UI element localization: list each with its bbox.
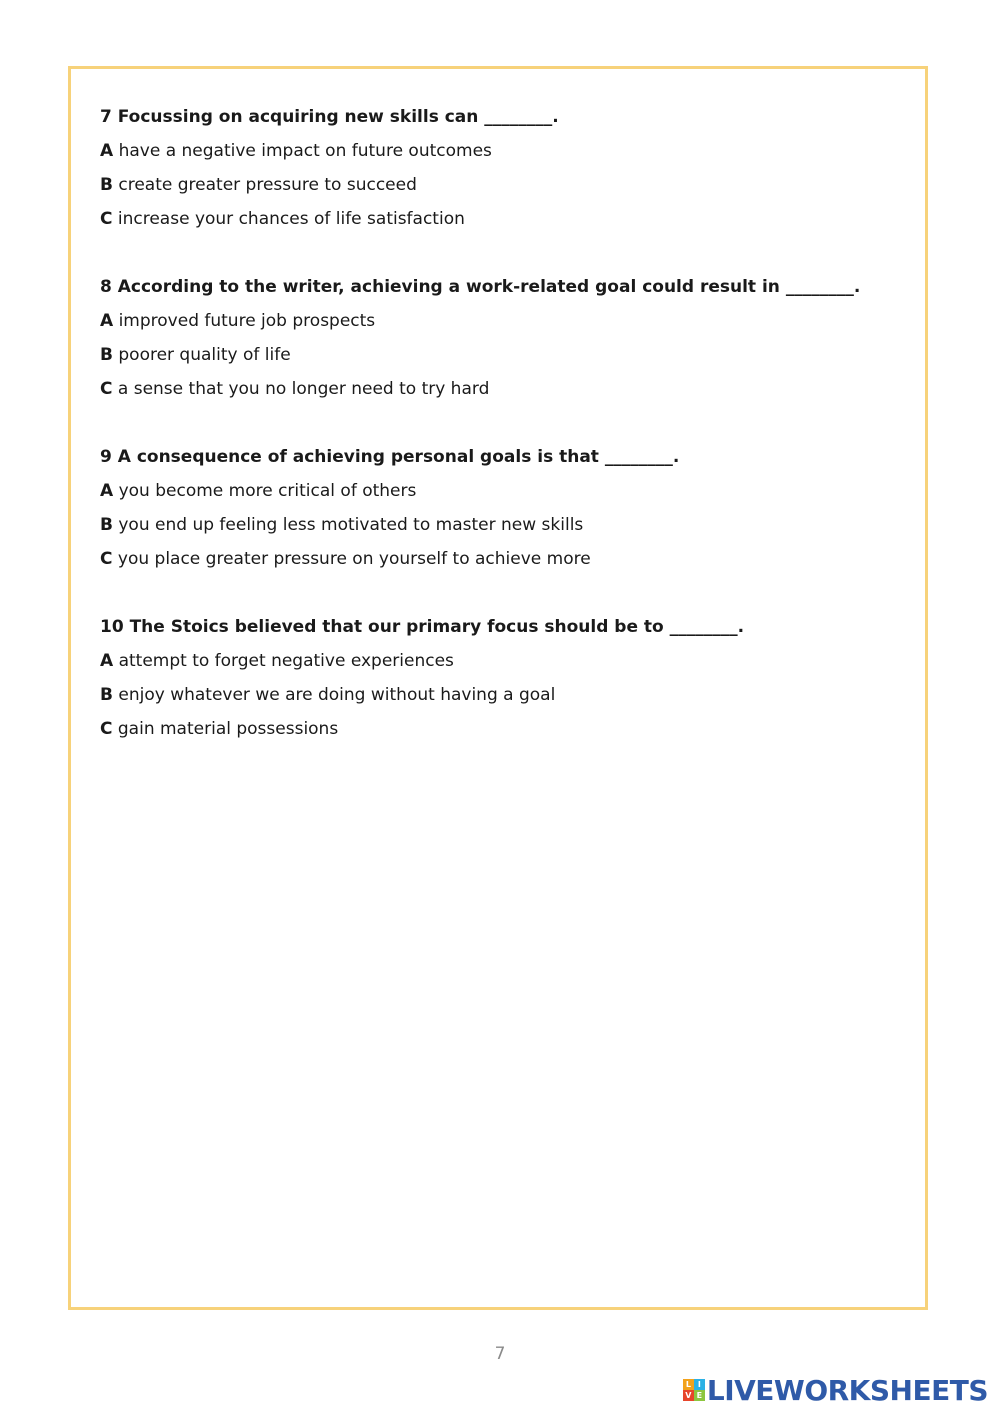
option-text: attempt to forget negative experiences bbox=[118, 651, 454, 671]
option-text: increase your chances of life satisfaction bbox=[117, 209, 465, 229]
option-c[interactable] bbox=[100, 542, 900, 576]
question-text: 8 According to the writer, achieving a work-related goal could result in ________. bbox=[100, 277, 861, 297]
option-text: gain material possessions bbox=[117, 719, 339, 739]
logo-letter: V bbox=[683, 1390, 694, 1401]
option-letter: A bbox=[100, 481, 114, 501]
option-b[interactable] bbox=[100, 508, 900, 542]
liveworksheets-brand[interactable] bbox=[683, 1373, 988, 1407]
option-letter: B bbox=[100, 175, 113, 195]
option-letter: B bbox=[100, 685, 113, 705]
option-text: have a negative impact on future outcomes bbox=[118, 141, 492, 161]
option-text: poorer quality of life bbox=[118, 345, 291, 365]
question-10 bbox=[100, 610, 900, 746]
option-a[interactable] bbox=[100, 134, 900, 168]
option-a[interactable] bbox=[100, 474, 900, 508]
brand-name: LIVEWORKSHEETS bbox=[706, 1373, 988, 1407]
question-list bbox=[100, 100, 900, 780]
liveworksheets-logo-icon bbox=[683, 1379, 705, 1401]
option-letter: B bbox=[100, 515, 113, 535]
option-letter: A bbox=[100, 141, 114, 161]
option-b[interactable] bbox=[100, 338, 900, 372]
option-a[interactable] bbox=[100, 644, 900, 678]
option-c[interactable] bbox=[100, 712, 900, 746]
logo-letter: L bbox=[683, 1379, 694, 1390]
question-7 bbox=[100, 100, 900, 236]
option-letter: B bbox=[100, 345, 113, 365]
option-letter: C bbox=[100, 379, 113, 399]
question-8 bbox=[100, 270, 900, 406]
question-text: 10 The Stoics believed that our primary focus should be to ________. bbox=[100, 617, 745, 637]
option-c[interactable] bbox=[100, 372, 900, 406]
option-text: a sense that you no longer need to try hard bbox=[117, 379, 490, 399]
option-letter: A bbox=[100, 651, 114, 671]
option-text: you end up feeling less motivated to master new skills bbox=[118, 515, 584, 535]
option-b[interactable] bbox=[100, 168, 900, 202]
option-text: you become more critical of others bbox=[118, 481, 417, 501]
option-a[interactable] bbox=[100, 304, 900, 338]
option-text: you place greater pressure on yourself to achieve more bbox=[117, 549, 591, 569]
logo-letter: E bbox=[694, 1390, 705, 1401]
option-c[interactable] bbox=[100, 202, 900, 236]
option-b[interactable] bbox=[100, 678, 900, 712]
option-text: improved future job prospects bbox=[118, 311, 376, 331]
option-letter: C bbox=[100, 209, 113, 229]
option-letter: C bbox=[100, 549, 113, 569]
option-letter: A bbox=[100, 311, 114, 331]
option-letter: C bbox=[100, 719, 113, 739]
option-text: create greater pressure to succeed bbox=[118, 175, 417, 195]
question-9 bbox=[100, 440, 900, 576]
question-text: 9 A consequence of achieving personal goals is that ________. bbox=[100, 447, 680, 467]
page-number: 7 bbox=[494, 1344, 506, 1364]
option-text: enjoy whatever we are doing without having a goal bbox=[118, 685, 556, 705]
logo-letter: I bbox=[694, 1379, 705, 1390]
question-text: 7 Focussing on acquiring new skills can ________. bbox=[100, 107, 559, 127]
